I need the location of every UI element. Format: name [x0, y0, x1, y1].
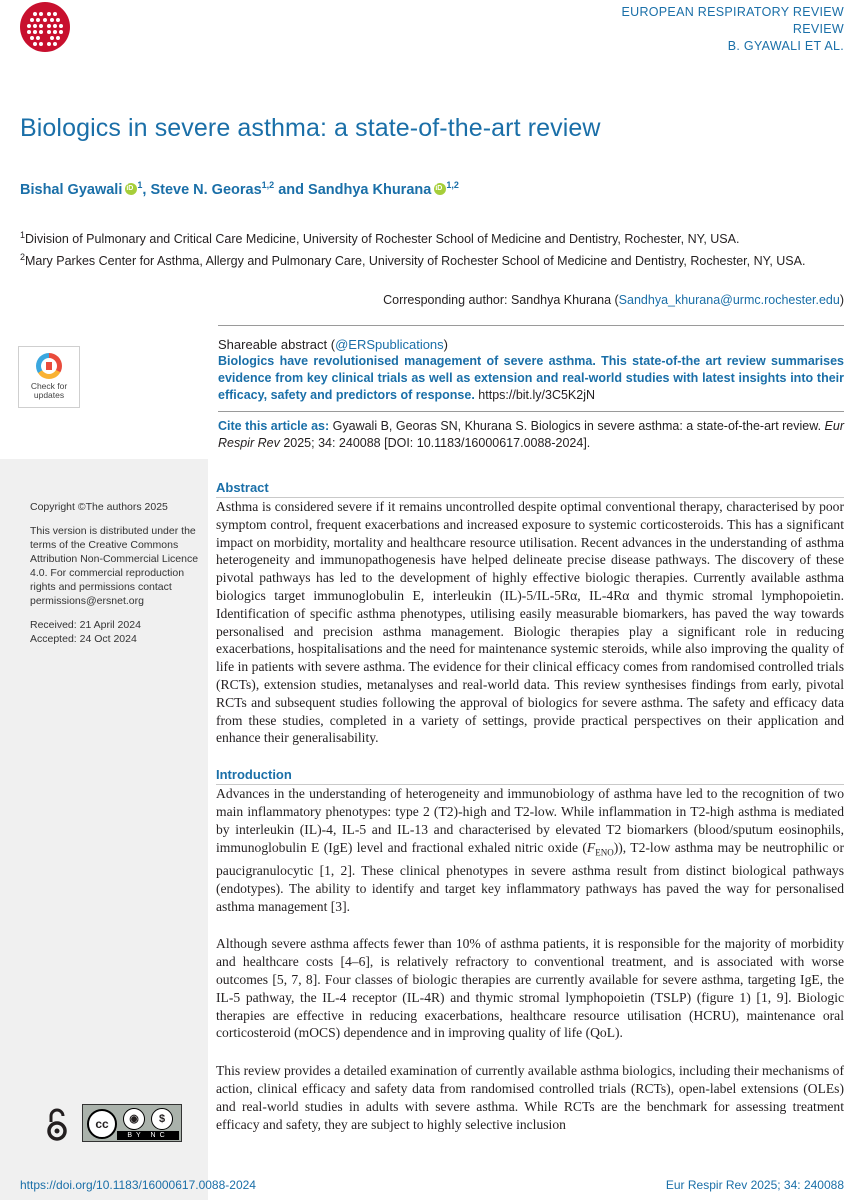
- twitter-handle-link[interactable]: @ERSpublications: [335, 337, 444, 352]
- article-title: Biologics in severe asthma: a state-of-the-art review: [20, 114, 601, 142]
- cite-text: Gyawali B, Georas SN, Khurana S. Biologics in severe asthma: a state-of-the-art review.: [332, 419, 822, 433]
- orcid-icon[interactable]: [434, 183, 446, 195]
- author-list: [20, 180, 459, 198]
- affiliation-item: [20, 226, 846, 248]
- intro-paragraph: This review provides a detailed examination of currently available asthma biologics, including their mechanisms of action, clinical efficacy and safety data from randomised controlled trials (RCTs), open-label extensions (OLEs) and real-world studies in adults with severe asthma. While RCTs are the benchmark for assessing treatment efficacy and safety, they are subject to highly selective inclusion: [216, 1063, 844, 1132]
- author-affiliation-sup: 1: [137, 180, 143, 190]
- author-name[interactable]: Steve N. Georas: [150, 181, 262, 198]
- cite-label: Cite this article as:: [218, 419, 330, 433]
- feno-subscript: ENO: [595, 847, 614, 858]
- divider: [218, 411, 844, 412]
- affiliation-text: Division of Pulmonary and Critical Care Medicine, University of Rochester School of Medicine and Dentistry, Rochester, NY, USA.: [25, 232, 740, 247]
- feno-symbol: F: [586, 839, 596, 855]
- by-label: BY: [127, 1132, 145, 1139]
- sidebar-info: [30, 500, 200, 656]
- affiliations: [20, 226, 846, 270]
- introduction-heading: Introduction: [216, 767, 844, 785]
- shareable-label: Shareable abstract (: [218, 337, 336, 352]
- abstract-text: Asthma is considered severe if it remains uncontrolled despite optimal conventional therapy, characterised by poor symptom control, frequent exacerbations and increased exposure to systemic corticosteroids. This has a significant impact on morbidity, mortality and healthcare resource utilisation. Recent advances in the understanding of asthma heterogeneity and immunopathogenesis have helped delineate precise disease pathways. The discovery of these pivotal pathways has led to the development of highly effective biologic therapies. Currently available asthma biologics target immunoglobulin E, interleukin (IL)-5/IL-5Rα, IL-4Rα and thymic stromal lymphopoietin. Identification of specific asthma phenotypes, utilising easily measurable biomarkers, has paved the way towards personalised and precision asthma management. Biologic therapies play a significant role in reducing exacerbations, hospitalisations and the need for maintenance systemic steroids, while also improving the quality of life in patients with severe asthma. The evidence for their clinical efficacy comes from randomised controlled trials (RCTs), extension studies, metanalyses and real-world data. This review synthesises findings from early, pivotal RCTs and subsequent studies following the approval of biologics for severe asthma. The safety and efficacy data from these studies, completed in a variety of settings, provide practical perspectives on their application and enhance their generalisability.: [216, 499, 844, 746]
- affiliation-text: Mary Parkes Center for Asthma, Allergy and Pulmonary Care, University of Rochester School of Medicine and Dentistry, Rochester, NY, USA.: [25, 254, 806, 269]
- author-separator: ,: [142, 181, 151, 198]
- shareable-close: ): [443, 337, 449, 352]
- by-person-icon: ◉: [123, 1108, 145, 1130]
- author-name[interactable]: Sandhya Khurana: [308, 181, 432, 198]
- corresponding-label: Corresponding author: Sandhya Khurana (: [383, 293, 619, 307]
- divider: [218, 325, 844, 326]
- short-link[interactable]: https://bit.ly/3C5K2jN: [478, 388, 596, 402]
- cc-symbol: cc: [87, 1109, 117, 1139]
- corresponding-close: ): [839, 293, 844, 307]
- check-for-updates-icon[interactable]: [18, 346, 80, 408]
- orcid-icon[interactable]: [125, 183, 137, 195]
- received-date: Received: 21 April 2024: [30, 619, 141, 631]
- corresponding-author: [383, 293, 844, 307]
- cite-doi[interactable]: 2025; 34: 240088 [DOI: 10.1183/16000617.0088-2024].: [283, 436, 591, 450]
- intro-paragraph: Although severe asthma affects fewer than 10% of asthma patients, it is responsible for the majority of morbidity and healthcare costs [4–6], is relatively refractory to conventional treatment, and is associated with worse outcomes [5, 7, 8]. Four classes of biologic therapies are currently available for severe asthma, targeting IgE, the IL-5 pathway, the IL-4 receptor (IL-4R) and thymic stromal lymphopoietin (TSLP) (figure 1) [1, 9]. Biologic therapies are effective in reducing exacerbations, healthcare resource utilisation (HCRU), maintenance oral corticosteroid (mOCS) dependence and in improving quality of life (QoL).: [216, 936, 844, 1041]
- shareable-abstract: [218, 336, 844, 404]
- affiliation-sup: 1: [20, 230, 26, 240]
- journal-name: EUROPEAN RESPIRATORY REVIEW: [621, 5, 844, 19]
- author-name[interactable]: Bishal Gyawali: [20, 181, 123, 198]
- open-access-icon: [46, 1108, 68, 1142]
- corresponding-email-link[interactable]: Sandhya_khurana@urmc.rochester.edu: [618, 293, 840, 307]
- accepted-date: Accepted: 24 Oct 2024: [30, 633, 137, 645]
- ers-logo: [18, 0, 72, 54]
- journal-header: [621, 4, 844, 55]
- copyright-text: Copyright ©The authors 2025: [30, 501, 168, 513]
- author-affiliation-sup: 1,2: [261, 180, 275, 190]
- article-type: REVIEW: [792, 22, 844, 36]
- shareable-summary: Biologics have revolutionised management of severe asthma. This state-of-the art review summarises evidence from key clinical trials as well as extension and real-world studies with latest insights into their efficacy, safety and predictors of response.: [218, 354, 844, 402]
- author-separator: and: [274, 181, 309, 198]
- check-for-updates-label: Check for updates: [30, 381, 68, 400]
- creative-commons-icon[interactable]: [82, 1104, 182, 1142]
- affiliation-sup: 2: [20, 252, 26, 263]
- cite-journal: Eur Respir Rev: [218, 419, 844, 450]
- affiliation-item: [20, 248, 846, 270]
- nc-dollar-icon: $: [151, 1108, 173, 1130]
- footer-citation: Eur Respir Rev 2025; 34: 240088: [665, 1178, 844, 1192]
- license-text: This version is distributed under the terms of the Creative Commons Attribution Non-Commercial Licence 4.0. For commercial reproduction rights and permissions contact permissions@ersnet.org: [30, 525, 199, 607]
- author-affiliation-sup: 1,2: [446, 180, 459, 190]
- cite-this-article: [218, 418, 844, 452]
- nc-label: NC: [150, 1132, 169, 1139]
- intro-paragraph: Advances in the understanding of heterogeneity and immunobiology of asthma have led to the recognition of two main inflammatory phenotypes: type 2 (T2)-high and T2-low. While inflammation in T2-high asthma is mediated by interleukin (IL)-4, IL-5 and IL-13 and characterised by elevated T2 biomarkers (blood/sputum eosinophils, immunoglobulin E (IgE) level and fractional exhaled nitric oxide $(F_{ENO})$), T2-low asthma may be neutrophilic or paucigranulocytic [1, 2]. These clinical phenotypes in severe asthma result from distinct biological pathways (endotypes). The ability to identify and target key inflammatory pathways has paved the way for personalised asthma management [3].: [216, 786, 844, 914]
- running-author: B. GYAWALI ET AL.: [727, 39, 844, 53]
- abstract-heading: Abstract: [216, 480, 844, 498]
- doi-link[interactable]: https://doi.org/10.1183/16000617.0088-2024: [20, 1178, 256, 1192]
- main-content: [216, 480, 844, 1133]
